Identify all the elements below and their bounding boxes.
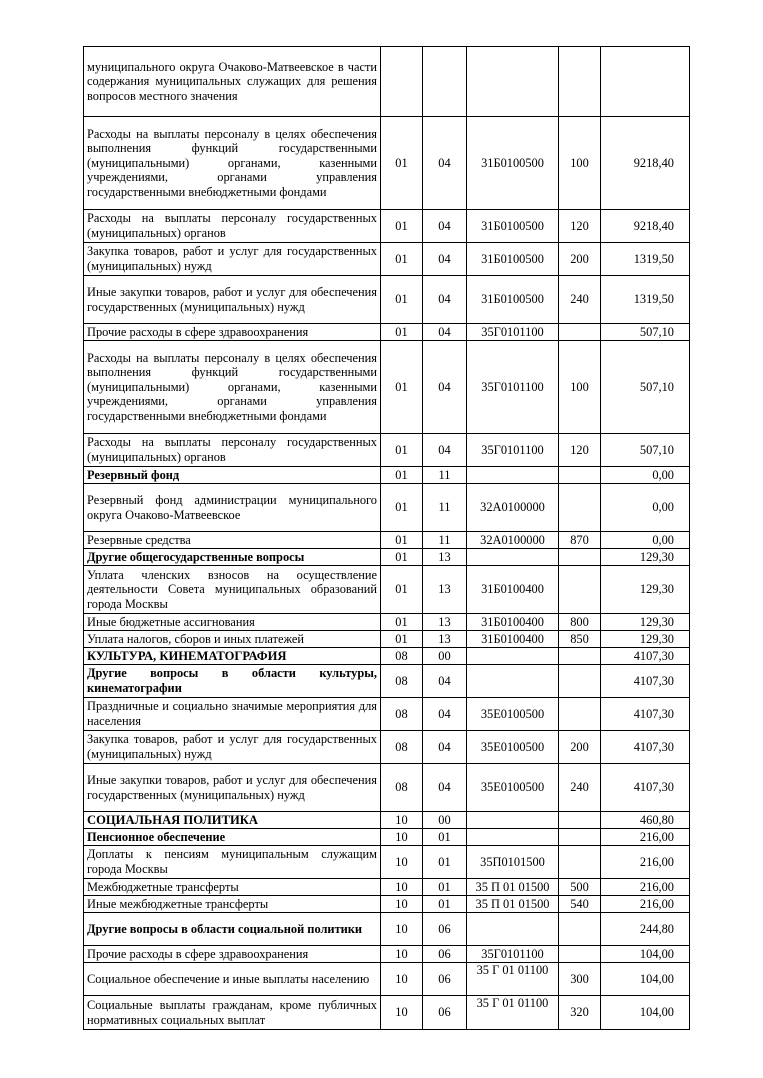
row-name-cell: Праздничные и социально значимые мероприятия для населения [84, 698, 381, 731]
table-row [84, 829, 690, 846]
expense-type-cell: 100 [559, 341, 601, 434]
expense-type-cell [559, 549, 601, 566]
table-row [84, 812, 690, 829]
section-code-cell: 10 [381, 812, 423, 829]
table-row [84, 467, 690, 484]
amount-cell: 216,00 [601, 829, 690, 846]
amount-cell: 4107,30 [601, 731, 690, 764]
table-row [84, 896, 690, 913]
row-name-cell: Уплата членских взносов на осуществление деятельности Совета муниципальных образований города Москвы [84, 566, 381, 614]
expense-type-cell: 200 [559, 731, 601, 764]
table-row [84, 913, 690, 946]
subsection-code-cell: 04 [423, 434, 467, 467]
target-article-cell: 31Б0100400 [467, 631, 559, 648]
section-code-cell: 01 [381, 434, 423, 467]
amount-cell: 4107,30 [601, 648, 690, 665]
amount-cell: 0,00 [601, 467, 690, 484]
expense-type-cell [559, 324, 601, 341]
amount-cell: 9218,40 [601, 117, 690, 210]
target-article-cell [467, 829, 559, 846]
table-row [84, 566, 690, 614]
section-code-cell: 01 [381, 566, 423, 614]
section-code-cell: 01 [381, 467, 423, 484]
row-name-cell: Иные закупки товаров, работ и услуг для обеспечения государственных (муниципальных) нужд [84, 276, 381, 324]
table-row [84, 210, 690, 243]
target-article-cell: 31Б0100400 [467, 614, 559, 631]
expense-type-cell [559, 47, 601, 117]
expense-type-cell: 120 [559, 210, 601, 243]
subsection-code-cell: 06 [423, 913, 467, 946]
amount-cell: 129,30 [601, 631, 690, 648]
target-article-cell [467, 913, 559, 946]
table-row [84, 764, 690, 812]
expense-type-cell [559, 698, 601, 731]
subsection-code-cell: 04 [423, 764, 467, 812]
expense-type-cell: 800 [559, 614, 601, 631]
target-article-cell: 35Г0101100 [467, 946, 559, 963]
amount-cell: 104,00 [601, 996, 690, 1030]
target-article-cell: 31Б0100500 [467, 276, 559, 324]
target-article-cell: 31Б0100500 [467, 210, 559, 243]
amount-cell: 129,30 [601, 549, 690, 566]
amount-cell: 4107,30 [601, 665, 690, 698]
expense-type-cell: 240 [559, 764, 601, 812]
subsection-code-cell: 04 [423, 324, 467, 341]
table-row [84, 648, 690, 665]
expense-type-cell: 320 [559, 996, 601, 1030]
subsection-code-cell: 11 [423, 484, 467, 532]
target-article-cell: 35Е0100500 [467, 764, 559, 812]
section-code-cell: 10 [381, 846, 423, 879]
subsection-code-cell: 04 [423, 276, 467, 324]
section-code-cell: 10 [381, 913, 423, 946]
section-code-cell: 10 [381, 879, 423, 896]
table-row [84, 47, 690, 117]
expense-type-cell [559, 484, 601, 532]
target-article-cell: 35 Г 01 01100 [467, 963, 559, 996]
target-article-cell [467, 812, 559, 829]
amount-cell: 507,10 [601, 434, 690, 467]
subsection-code-cell: 04 [423, 665, 467, 698]
target-article-cell: 35 П 01 01500 [467, 879, 559, 896]
subsection-code-cell: 13 [423, 631, 467, 648]
section-code-cell: 01 [381, 549, 423, 566]
section-code-cell: 01 [381, 243, 423, 276]
target-article-cell: 35 Г 01 01100 [467, 996, 559, 1030]
section-code-cell: 08 [381, 764, 423, 812]
expense-type-cell [559, 913, 601, 946]
target-article-cell [467, 648, 559, 665]
amount-cell: 129,30 [601, 614, 690, 631]
amount-cell: 1319,50 [601, 276, 690, 324]
section-code-cell: 01 [381, 532, 423, 549]
table-row [84, 549, 690, 566]
expense-type-cell: 850 [559, 631, 601, 648]
target-article-cell [467, 467, 559, 484]
section-code-cell: 01 [381, 341, 423, 434]
row-name-cell: Иные межбюджетные трансферты [84, 896, 381, 913]
budget-table [83, 46, 690, 1030]
table-row [84, 117, 690, 210]
subsection-code-cell: 00 [423, 812, 467, 829]
subsection-code-cell: 11 [423, 467, 467, 484]
table-row [84, 963, 690, 996]
amount-cell: 9218,40 [601, 210, 690, 243]
row-name-cell: Иные бюджетные ассигнования [84, 614, 381, 631]
target-article-cell: 31Б0100500 [467, 117, 559, 210]
amount-cell: 4107,30 [601, 764, 690, 812]
section-code-cell: 01 [381, 276, 423, 324]
table-row [84, 665, 690, 698]
section-code-cell: 01 [381, 614, 423, 631]
target-article-cell: 35Г0101100 [467, 434, 559, 467]
section-code-cell: 10 [381, 996, 423, 1030]
target-article-cell: 35Е0100500 [467, 731, 559, 764]
section-code-cell: 10 [381, 946, 423, 963]
subsection-code-cell: 01 [423, 879, 467, 896]
table-row [84, 698, 690, 731]
target-article-cell [467, 549, 559, 566]
section-code-cell: 10 [381, 963, 423, 996]
table-row [84, 324, 690, 341]
row-name-cell: Расходы на выплаты персоналу в целях обеспечения выполнения функций государственными (муниципальными) органами, казенными учреждениями, органами управления государственными внебюджетными фондами [84, 341, 381, 434]
expense-type-cell [559, 566, 601, 614]
target-article-cell: 35 П 01 01500 [467, 896, 559, 913]
amount-cell: 0,00 [601, 532, 690, 549]
section-code-cell: 08 [381, 698, 423, 731]
row-name-cell: Социальное обеспечение и иные выплаты населению [84, 963, 381, 996]
row-name-cell: Закупка товаров, работ и услуг для государственных (муниципальных) нужд [84, 243, 381, 276]
subsection-code-cell: 00 [423, 648, 467, 665]
target-article-cell: 32А0100000 [467, 532, 559, 549]
expense-type-cell [559, 946, 601, 963]
subsection-code-cell: 13 [423, 549, 467, 566]
target-article-cell: 31Б0100500 [467, 243, 559, 276]
table-row [84, 631, 690, 648]
subsection-code-cell: 04 [423, 698, 467, 731]
subsection-code-cell: 04 [423, 117, 467, 210]
section-code-cell: 01 [381, 210, 423, 243]
target-article-cell: 35П0101500 [467, 846, 559, 879]
table-row [84, 731, 690, 764]
row-name-cell: Закупка товаров, работ и услуг для государственных (муниципальных) нужд [84, 731, 381, 764]
expense-type-cell: 100 [559, 117, 601, 210]
row-name-cell: Другие вопросы в области социальной политики [84, 913, 381, 946]
section-code-cell: 01 [381, 631, 423, 648]
target-article-cell: 35Г0101100 [467, 341, 559, 434]
expense-type-cell [559, 829, 601, 846]
row-name-cell: Резервный фонд [84, 467, 381, 484]
expense-type-cell: 120 [559, 434, 601, 467]
row-name-cell: Прочие расходы в сфере здравоохранения [84, 946, 381, 963]
target-article-cell [467, 665, 559, 698]
row-name-cell: Расходы на выплаты персоналу государственных (муниципальных) органов [84, 434, 381, 467]
table-row [84, 846, 690, 879]
table-row [84, 276, 690, 324]
amount-cell: 4107,30 [601, 698, 690, 731]
expense-type-cell: 500 [559, 879, 601, 896]
subsection-code-cell: 13 [423, 614, 467, 631]
subsection-code-cell: 06 [423, 963, 467, 996]
subsection-code-cell: 01 [423, 846, 467, 879]
table-row [84, 946, 690, 963]
expense-type-cell: 200 [559, 243, 601, 276]
row-name-cell: Резервные средства [84, 532, 381, 549]
section-code-cell: 10 [381, 829, 423, 846]
section-code-cell: 01 [381, 117, 423, 210]
expense-type-cell [559, 467, 601, 484]
row-name-cell: Межбюджетные трансферты [84, 879, 381, 896]
subsection-code-cell: 13 [423, 566, 467, 614]
amount-cell: 244,80 [601, 913, 690, 946]
section-code-cell: 01 [381, 484, 423, 532]
row-name-cell: Пенсионное обеспечение [84, 829, 381, 846]
row-name-cell: Социальные выплаты гражданам, кроме публичных нормативных социальных выплат [84, 996, 381, 1030]
expense-type-cell [559, 665, 601, 698]
amount-cell: 507,10 [601, 324, 690, 341]
row-name-cell: Другие вопросы в области культуры, кинематографии [84, 665, 381, 698]
amount-cell: 507,10 [601, 341, 690, 434]
row-name-cell: КУЛЬТУРА, КИНЕМАТОГРАФИЯ [84, 648, 381, 665]
row-name-cell: СОЦИАЛЬНАЯ ПОЛИТИКА [84, 812, 381, 829]
subsection-code-cell: 04 [423, 341, 467, 434]
subsection-code-cell: 04 [423, 210, 467, 243]
expense-type-cell [559, 846, 601, 879]
subsection-code-cell: 11 [423, 532, 467, 549]
row-name-cell: Доплаты к пенсиям муниципальным служащим города Москвы [84, 846, 381, 879]
subsection-code-cell: 06 [423, 996, 467, 1030]
amount-cell: 0,00 [601, 484, 690, 532]
section-code-cell: 08 [381, 648, 423, 665]
table-row [84, 434, 690, 467]
amount-cell: 104,00 [601, 946, 690, 963]
target-article-cell: 35Е0100500 [467, 698, 559, 731]
row-name-cell: Резервный фонд администрации муниципального округа Очаково-Матвеевское [84, 484, 381, 532]
table-row [84, 614, 690, 631]
amount-cell: 460,80 [601, 812, 690, 829]
amount-cell: 216,00 [601, 879, 690, 896]
amount-cell: 1319,50 [601, 243, 690, 276]
section-code-cell: 10 [381, 896, 423, 913]
amount-cell: 129,30 [601, 566, 690, 614]
row-name-cell: Прочие расходы в сфере здравоохранения [84, 324, 381, 341]
amount-cell [601, 47, 690, 117]
section-code-cell: 01 [381, 324, 423, 341]
expense-type-cell: 300 [559, 963, 601, 996]
expense-type-cell [559, 648, 601, 665]
row-name-cell: Уплата налогов, сборов и иных платежей [84, 631, 381, 648]
row-name-cell: Расходы на выплаты персоналу в целях обеспечения выполнения функций государственными (муниципальными) органами, казенными учреждениями, органами управления государственными внебюджетными фондами [84, 117, 381, 210]
amount-cell: 104,00 [601, 963, 690, 996]
subsection-code-cell: 01 [423, 896, 467, 913]
subsection-code-cell [423, 47, 467, 117]
target-article-cell [467, 47, 559, 117]
table-row [84, 996, 690, 1030]
expense-type-cell: 540 [559, 896, 601, 913]
expense-type-cell: 240 [559, 276, 601, 324]
amount-cell: 216,00 [601, 896, 690, 913]
expense-type-cell: 870 [559, 532, 601, 549]
subsection-code-cell: 01 [423, 829, 467, 846]
section-code-cell: 08 [381, 665, 423, 698]
subsection-code-cell: 04 [423, 731, 467, 764]
table-row [84, 532, 690, 549]
row-name-cell: муниципального округа Очаково-Матвеевское в части содержания муниципальных служащих для решения вопросов местного значения [84, 47, 381, 117]
table-row [84, 879, 690, 896]
budget-table-body [84, 47, 690, 1030]
row-name-cell: Расходы на выплаты персоналу государственных (муниципальных) органов [84, 210, 381, 243]
target-article-cell: 32А0100000 [467, 484, 559, 532]
section-code-cell: 08 [381, 731, 423, 764]
section-code-cell [381, 47, 423, 117]
subsection-code-cell: 04 [423, 243, 467, 276]
expense-type-cell [559, 812, 601, 829]
target-article-cell: 35Г0101100 [467, 324, 559, 341]
row-name-cell: Иные закупки товаров, работ и услуг для обеспечения государственных (муниципальных) нужд [84, 764, 381, 812]
target-article-cell: 31Б0100400 [467, 566, 559, 614]
subsection-code-cell: 06 [423, 946, 467, 963]
table-row [84, 243, 690, 276]
table-row [84, 341, 690, 434]
amount-cell: 216,00 [601, 846, 690, 879]
table-row [84, 484, 690, 532]
row-name-cell: Другие общегосударственные вопросы [84, 549, 381, 566]
